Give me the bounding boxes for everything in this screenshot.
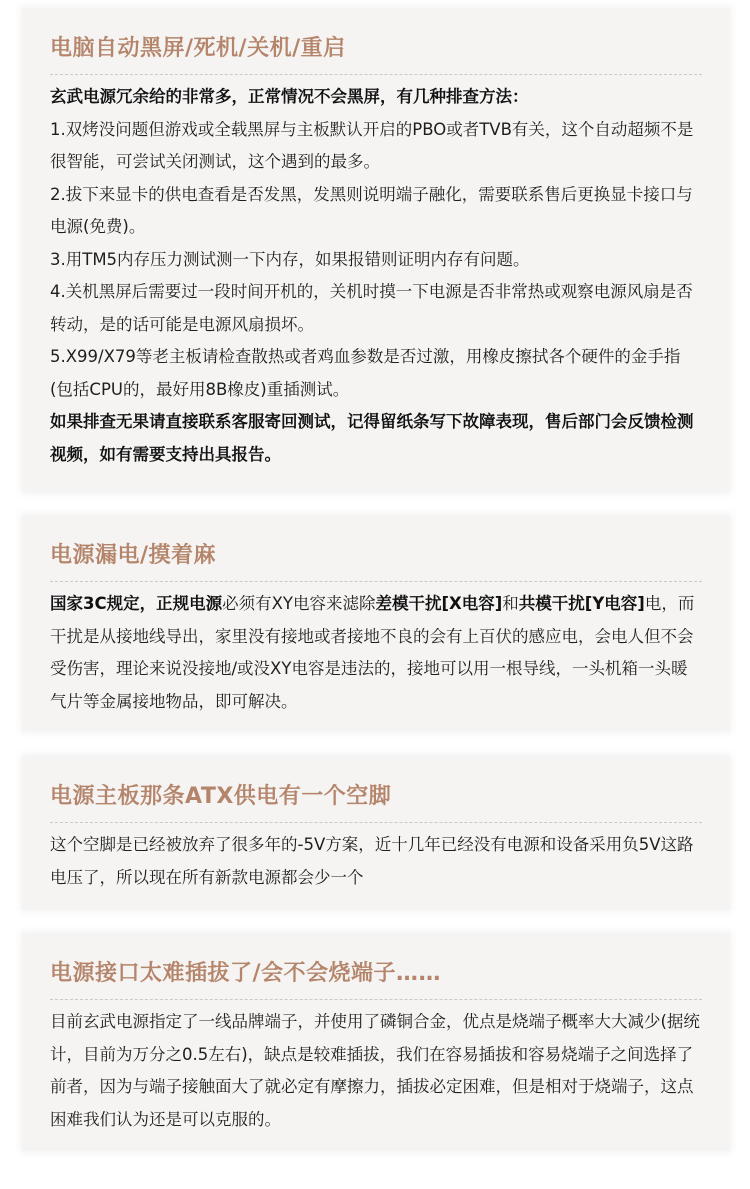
section-title: 电源主板那条ATX供电有一个空脚 bbox=[50, 756, 702, 823]
section-closing: 如果排查无果请直接联系客服寄回测试，记得留纸条写下故障表现，售后部门会反馈检测视频，如有需要支持出具报告。 bbox=[50, 412, 694, 464]
list-item: 1.双烤没问题但游戏或全载黑屏与主板默认开启的PBO或者TVB有关，这个自动超频不是很智能，可尝试关闭测试，这个遇到的最多。 bbox=[50, 119, 694, 171]
section-intro: 玄武电源冗余给的非常多，正常情况不会黑屏，有几种排查方法： bbox=[50, 87, 529, 106]
card-atx-pin bbox=[22, 756, 730, 910]
section-body bbox=[50, 75, 702, 471]
section-body bbox=[50, 823, 702, 894]
list-item: 4.关机黑屏后需要过一段时间开机的，关机时摸一下电源是否非常热或观察电源风扇是否转动，是的话可能是电源风扇损坏。 bbox=[50, 282, 693, 334]
emphasis-text: 国家3C规定，正规电源 bbox=[50, 594, 223, 613]
body-text: 和 bbox=[502, 594, 519, 613]
section-body bbox=[50, 1000, 702, 1136]
section-paragraph bbox=[50, 588, 702, 718]
section-paragraph: 目前玄武电源指定了一线品牌端子，并使用了磷铜合金，优点是烧端子概率大大减少(据统计，目前为万分之0.5左右)，缺点是较难插拔，我们在容易插拔和容易烧端子之间选择了前者，因为与端子接触面大了就必定有摩擦力，插拔必定困难，但是相对于烧端子，这点困难我们认为还是可以克服的。 bbox=[50, 1012, 700, 1129]
body-text: 电，而干扰是从接地线导出，家里没有接地或者接地不良的会有上百伏的感应电，会电人但不会受伤害，理论来说没接地/或没XY电容是违法的，接地可以用一根导线，一头机箱一头暖气片等金属接地物品，即可解决。 bbox=[50, 594, 695, 711]
section-paragraph: 这个空脚是已经被放弃了很多年的-5V方案，近十几年已经没有电源和设备采用负5V这路电压了，所以现在所有新款电源都会少一个 bbox=[50, 835, 694, 887]
section-title: 电脑自动黑屏/死机/关机/重启 bbox=[50, 8, 702, 75]
section-title: 电源接口太难插拔了/会不会烧端子…… bbox=[50, 933, 702, 1000]
list-item: 2.拔下来显卡的供电查看是否发黑，发黑则说明端子融化，需要联系售后更换显卡接口与电源(免费)。 bbox=[50, 184, 693, 236]
list-item: 3.用TM5内存压力测试测一下内存，如果报错则证明内存有问题。 bbox=[50, 249, 530, 269]
section-body bbox=[50, 582, 702, 718]
list-item: 5.X99/X79等老主板请检查散热或者鸡血参数是否过激，用橡皮擦拭各个硬件的金手指(包括CPU的，最好用8B橡皮)重插测试。 bbox=[50, 347, 681, 399]
section-title: 电源漏电/摸着麻 bbox=[50, 515, 702, 582]
body-text: 必须有XY电容来滤除 bbox=[222, 594, 376, 613]
emphasis-text: 共模干扰[Y电容] bbox=[518, 594, 645, 613]
card-connector bbox=[22, 933, 730, 1151]
card-leakage bbox=[22, 515, 730, 731]
emphasis-text: 差模干扰[X电容] bbox=[375, 594, 503, 613]
card-blackscreen bbox=[22, 8, 730, 492]
